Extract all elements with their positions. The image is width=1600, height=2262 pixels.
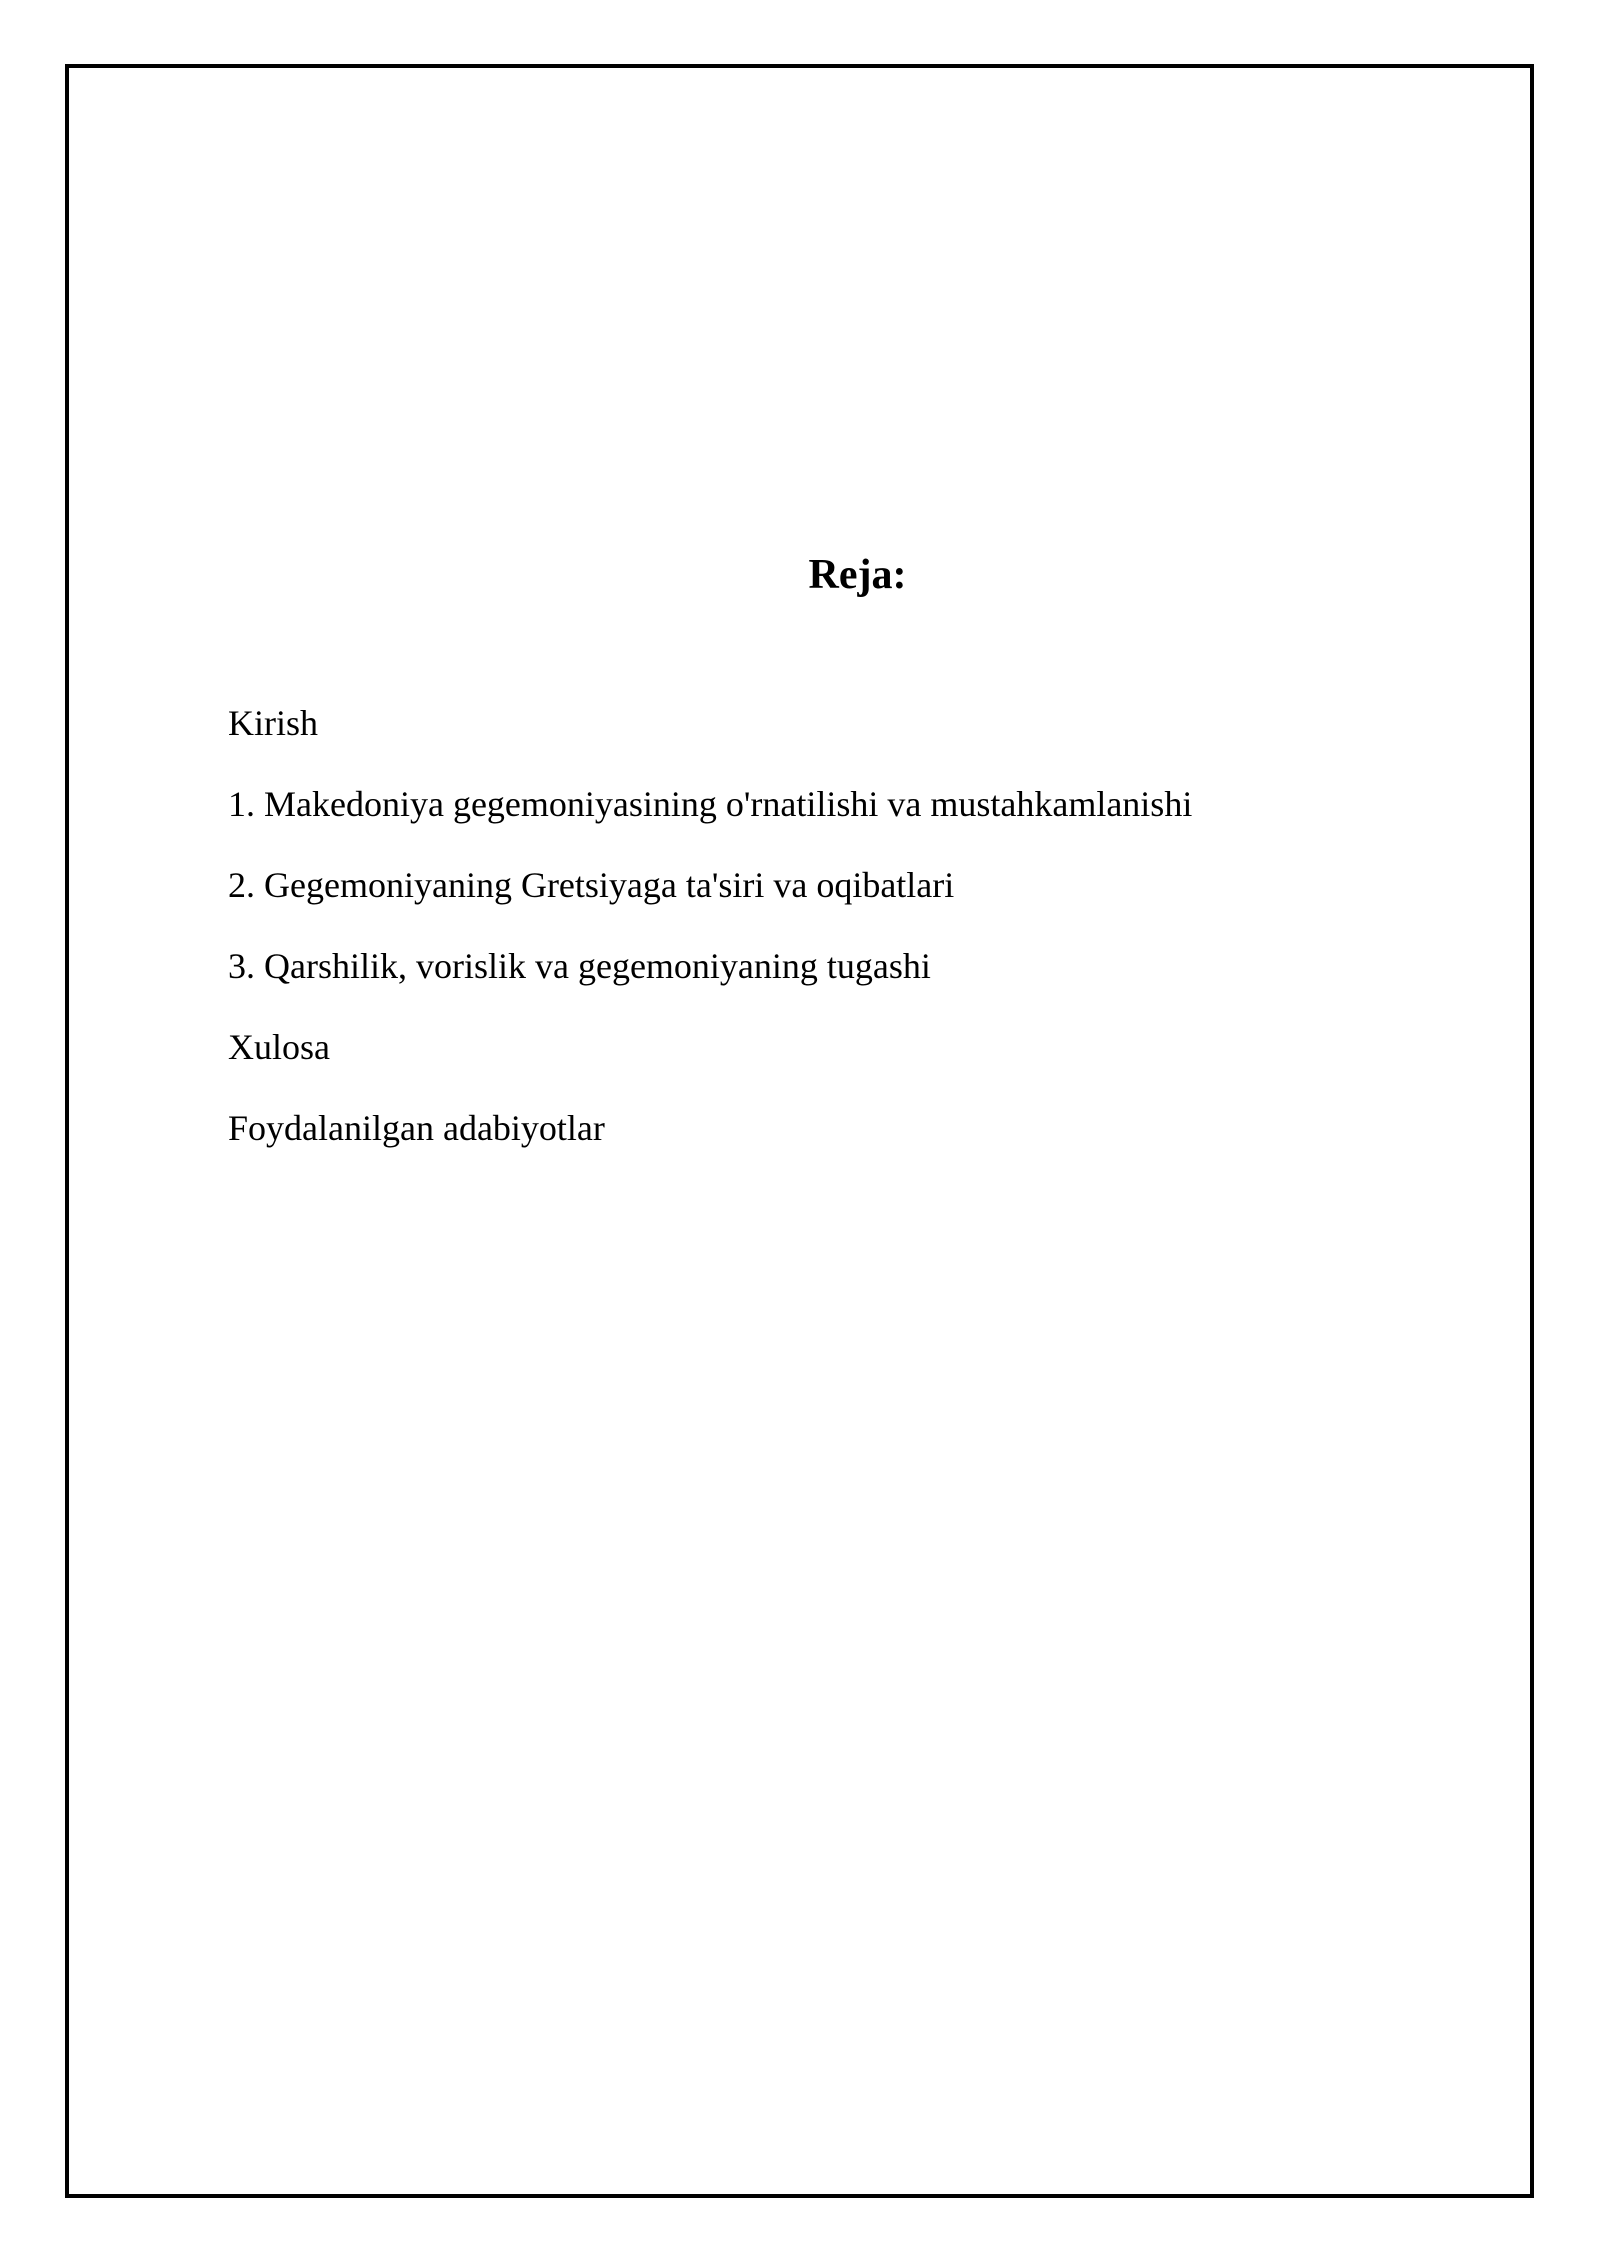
toc-item-conclusion: Xulosa — [228, 1027, 330, 1067]
toc-item-chapter-1: 1. Makedoniya gegemoniyasining o'rnatilishi va mustahkamlanishi — [228, 784, 1193, 824]
toc-item-introduction: Kirish — [228, 703, 318, 743]
toc-item-chapter-2: 2. Gegemoniyaning Gretsiyaga ta'siri va oqibatlari — [228, 865, 955, 905]
page-title: Reja: — [808, 552, 907, 598]
table-of-contents — [228, 696, 1192, 1182]
toc-item-chapter-3: 3. Qarshilik, vorislik va gegemoniyaning tugashi — [228, 946, 931, 986]
toc-item-references: Foydalanilgan adabiyotlar — [228, 1108, 605, 1148]
